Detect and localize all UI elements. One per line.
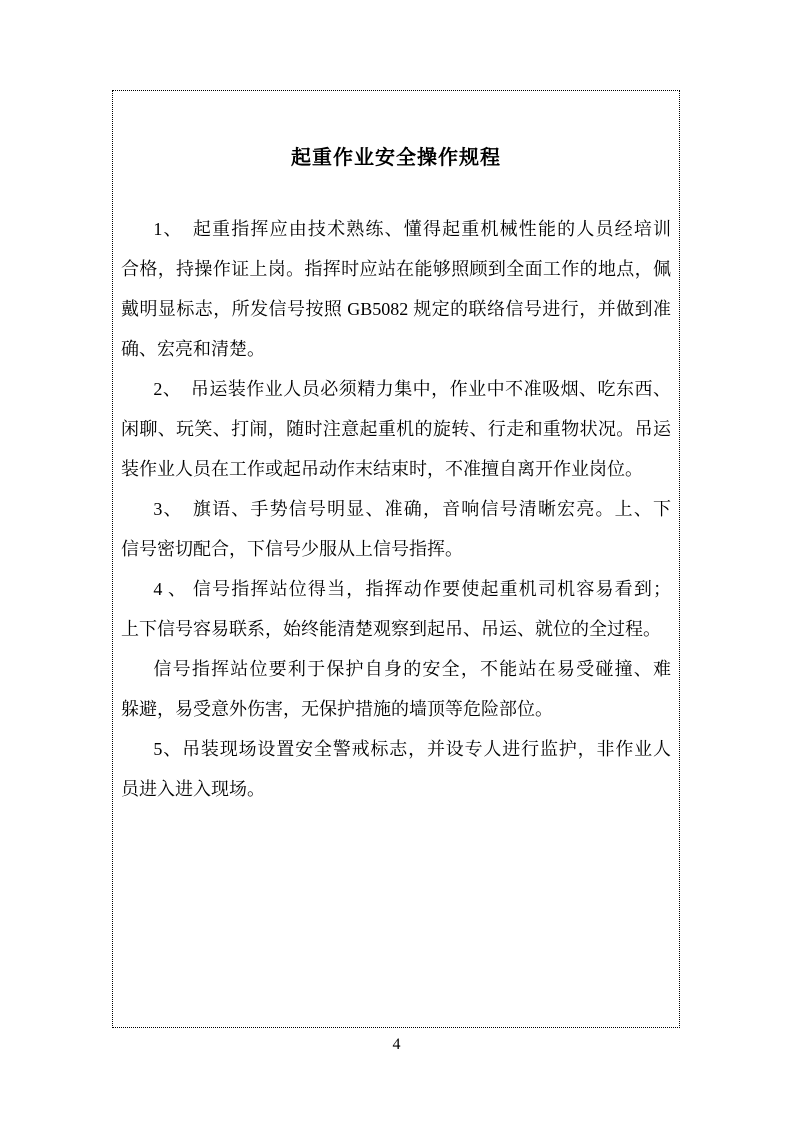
page-border: [112, 90, 680, 1028]
text-line: 上下信号容易联系，始终能清楚观察到起吊、吊运、就位的全过程。: [121, 619, 661, 639]
title-spacer: [121, 178, 671, 209]
text-line: 确、宏亮和清楚。: [121, 339, 265, 359]
paragraph-4: [121, 569, 671, 649]
document-title: 起重作业安全操作规程: [291, 147, 501, 169]
text-line: 2、 吊运装作业人员必须精力集中，作业中不准吸烟、吃东西、: [153, 379, 671, 399]
text-line: 1、 起重指挥应由技术熟练、懂得起重机械性能的人员经培训: [153, 219, 671, 239]
page-number: 4: [392, 1036, 401, 1053]
paragraph-5: [121, 649, 671, 729]
text-line: 4 、 信号指挥站位得当，指挥动作要使起重机司机容易看到；: [153, 579, 671, 599]
text-line: 信号密切配合，下信号少服从上信号指挥。: [121, 539, 463, 559]
text-line: 合格，持操作证上岗。指挥时应站在能够照顾到全面工作的地点，佩: [121, 259, 671, 279]
paragraph-2: [121, 369, 671, 489]
text-line: 装作业人员在工作或起吊动作末结束时，不准擅自离开作业岗位。: [121, 459, 643, 479]
text-line: 5、吊装现场设置安全警戒标志，并设专人进行监护，非作业人: [153, 739, 671, 759]
paragraph-6: [121, 729, 671, 809]
paragraph-3: [121, 489, 671, 569]
text-line: 信号指挥站位要利于保护自身的安全，不能站在易受碰撞、难: [153, 659, 671, 679]
text-line: 员进入进入现场。: [121, 779, 265, 799]
text-line: 闲聊、玩笑、打闹，随时注意起重机的旋转、行走和重物状况。吊运: [121, 419, 671, 439]
text-line: 戴明显标志，所发信号按照 GB5082 规定的联络信号进行，并做到准: [121, 299, 671, 319]
paragraph-1: [121, 209, 671, 369]
text-line: 躲避，易受意外伤害，无保护措施的墙顶等危险部位。: [121, 699, 553, 719]
text-line: 3、 旗语、手势信号明显、准确，音响信号清晰宏亮。上、下: [153, 499, 671, 519]
